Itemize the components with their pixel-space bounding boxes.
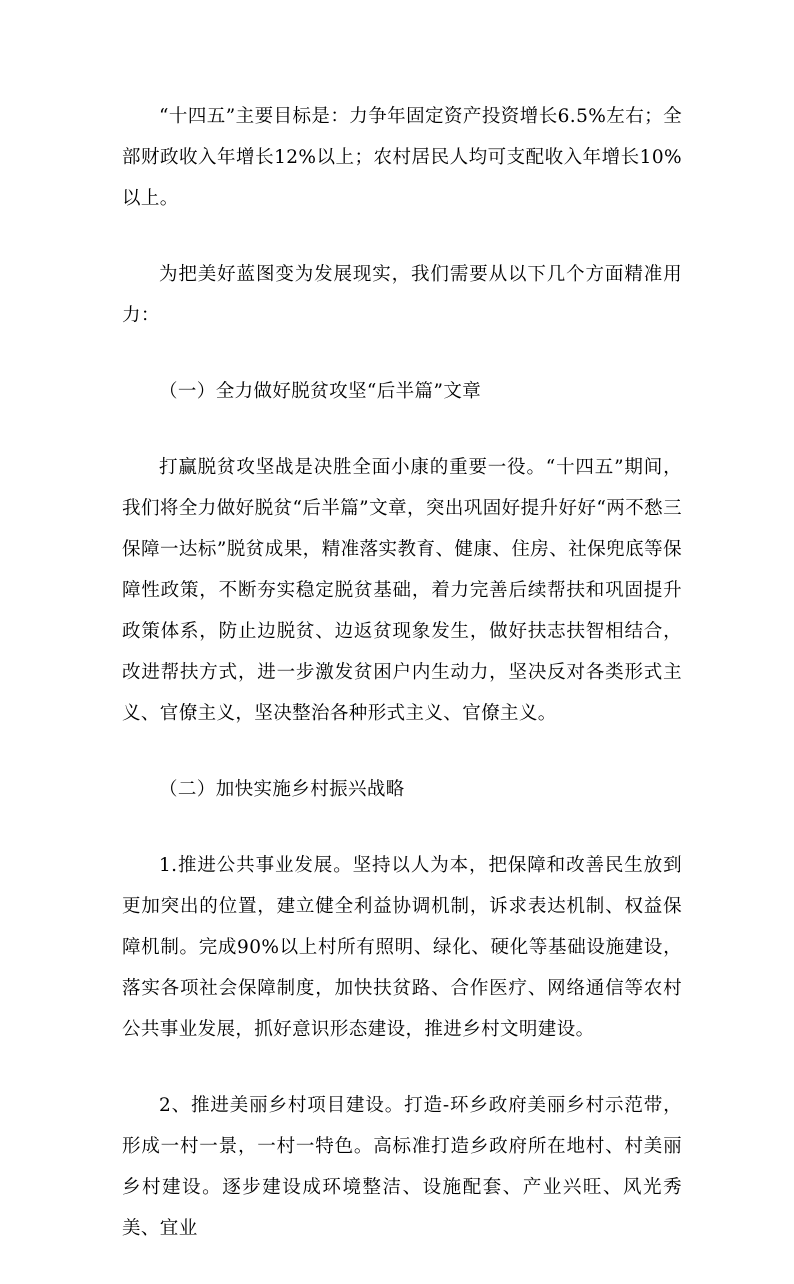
section-heading-1: （一）全力做好脱贫攻坚“后半篇”文章 <box>159 381 482 402</box>
paragraph-beautiful-village: 2、推进美丽乡村项目建设。打造-环乡政府美丽乡村示范带，形成一村一景，一村一特色。高标准打造乡政府所在地村、村美丽乡村建设。逐步建设成环境整洁、设施配套、产业兴旺、风光秀美、宜业 <box>122 1095 682 1239</box>
paragraph-poverty-alleviation: 打赢脱贫攻坚战是决胜全面小康的重要一役。“十四五”期间，我们将全力做好脱贫“后半篇”文章，突出巩固好提升好好“两不愁三保障一达标”脱贫成果，精准落实教育、健康、住房、社保兜底等保障性政策，不断夯实稳定脱贫基础，着力完善后续帮扶和巩固提升政策体系，防止边脱贫、边返贫现象发生，做好扶志扶智相结合，改进帮扶方式，进一步激发贫困户内生动力，坚决反对各类形式主义、官僚主义，坚决整治各种形式主义、官僚主义。 <box>122 457 682 724</box>
paragraph-main-goals: “十四五”主要目标是：力争年固定资产投资增长6.5%左右；全部财政收入年增长12%以上；农村居民人均可支配收入年增长10%以上。 <box>122 106 682 209</box>
paragraph-public-affairs: 1.推进公共事业发展。坚持以人为本，把保障和改善民生放到更加突出的位置，建立健全利益协调机制，诉求表达机制、权益保障机制。完成90%以上村所有照明、绿化、硬化等基础设施建设，落实各项社会保障制度，加快扶贫路、合作医疗、网络通信等农村公共事业发展，抓好意识形态建设，推进乡村文明建设。 <box>122 855 682 1040</box>
document-body <box>122 96 682 1284</box>
paragraph-intro: 为把美好蓝图变为发展现实，我们需要从以下几个方面精准用力： <box>122 264 682 326</box>
section-heading-2: （二）加快实施乡村振兴战略 <box>159 779 405 800</box>
